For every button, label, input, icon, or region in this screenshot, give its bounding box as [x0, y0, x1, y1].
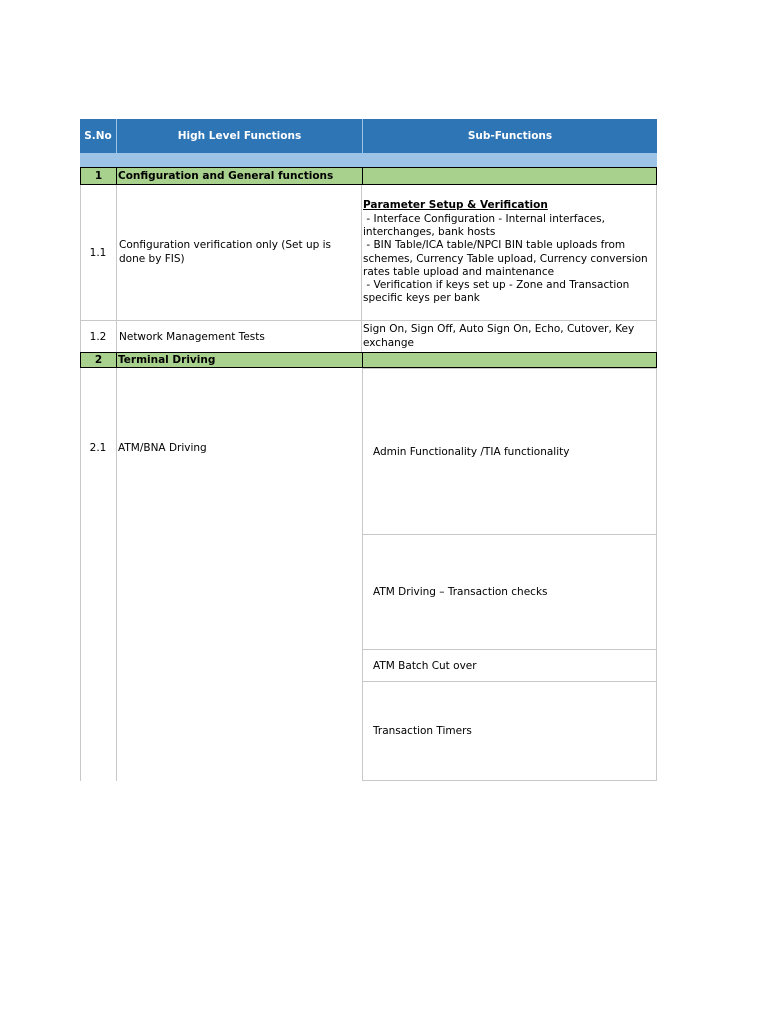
row-1-2-sub-functions [362, 321, 657, 352]
sub-function-atm-driving-text: ATM Driving – Transaction checks [373, 586, 548, 598]
row-1-1-function [116, 185, 362, 320]
section-2-empty [362, 353, 657, 367]
grid-line-sno [116, 368, 117, 781]
section-1-sno: 1 [80, 168, 116, 184]
sub-line-keys: - Verification if keys set up - Zone and Transaction specific keys per bank [363, 279, 633, 305]
row-2-1-sno: 2.1 [89, 442, 107, 454]
sub-function-timers-text: Transaction Timers [373, 725, 472, 737]
grid-line-left-top [80, 185, 81, 352]
sub-function-atm-driving [362, 534, 657, 650]
table-row-1-2 [80, 321, 657, 352]
header-sub-functions: Sub-Functions [362, 119, 657, 153]
row-1-2-sub-text: Sign On, Sign Off, Auto Sign On, Echo, Cutover, Key exchange [363, 323, 635, 349]
row-1-1-sub-functions [362, 185, 657, 320]
header-high-level-functions: High Level Functions [116, 119, 362, 153]
sub-function-admin [362, 368, 657, 535]
section-1-empty [362, 168, 657, 184]
row-1-2-sno: 1.2 [89, 330, 107, 343]
sub-line-interface: - Interface Configuration - Internal interfaces, interchanges, bank hosts [363, 212, 609, 238]
sub-function-timers [362, 681, 657, 781]
sub-function-admin-text: Admin Functionality /TIA functionality [373, 445, 570, 458]
table-row-2-1 [80, 368, 657, 781]
row-1-1-sno: 1.1 [89, 246, 107, 259]
section-1-title: Configuration and General functions [116, 168, 362, 184]
section-row-1 [80, 167, 657, 185]
sub-line-bin-table: - BIN Table/ICA table/NPCI BIN table uploads from schemes, Currency Table upload, Currency conversion rates table upload and maintenance [363, 239, 652, 278]
parameter-setup-heading: Parameter Setup & Verification [363, 199, 548, 212]
header-sno: S.No [84, 130, 112, 142]
row-1-1-sub-text [363, 199, 652, 305]
row-1-2-function: Network Management Tests [116, 321, 362, 352]
sub-function-batch-cutover-text: ATM Batch Cut over [373, 659, 477, 672]
section-2-title: Terminal Driving [116, 353, 362, 367]
table-row-1-1 [80, 185, 657, 321]
section-row-2 [80, 352, 657, 368]
sub-function-batch-cutover [362, 649, 657, 682]
section-2-sno: 2 [80, 353, 116, 367]
header-band [80, 153, 657, 167]
table-header [80, 119, 657, 153]
row-2-1-function: ATM/BNA Driving [118, 442, 207, 454]
row-1-1-function-text: Configuration verification only (Set up is done by FIS) [119, 239, 331, 265]
grid-line-left [80, 368, 81, 781]
